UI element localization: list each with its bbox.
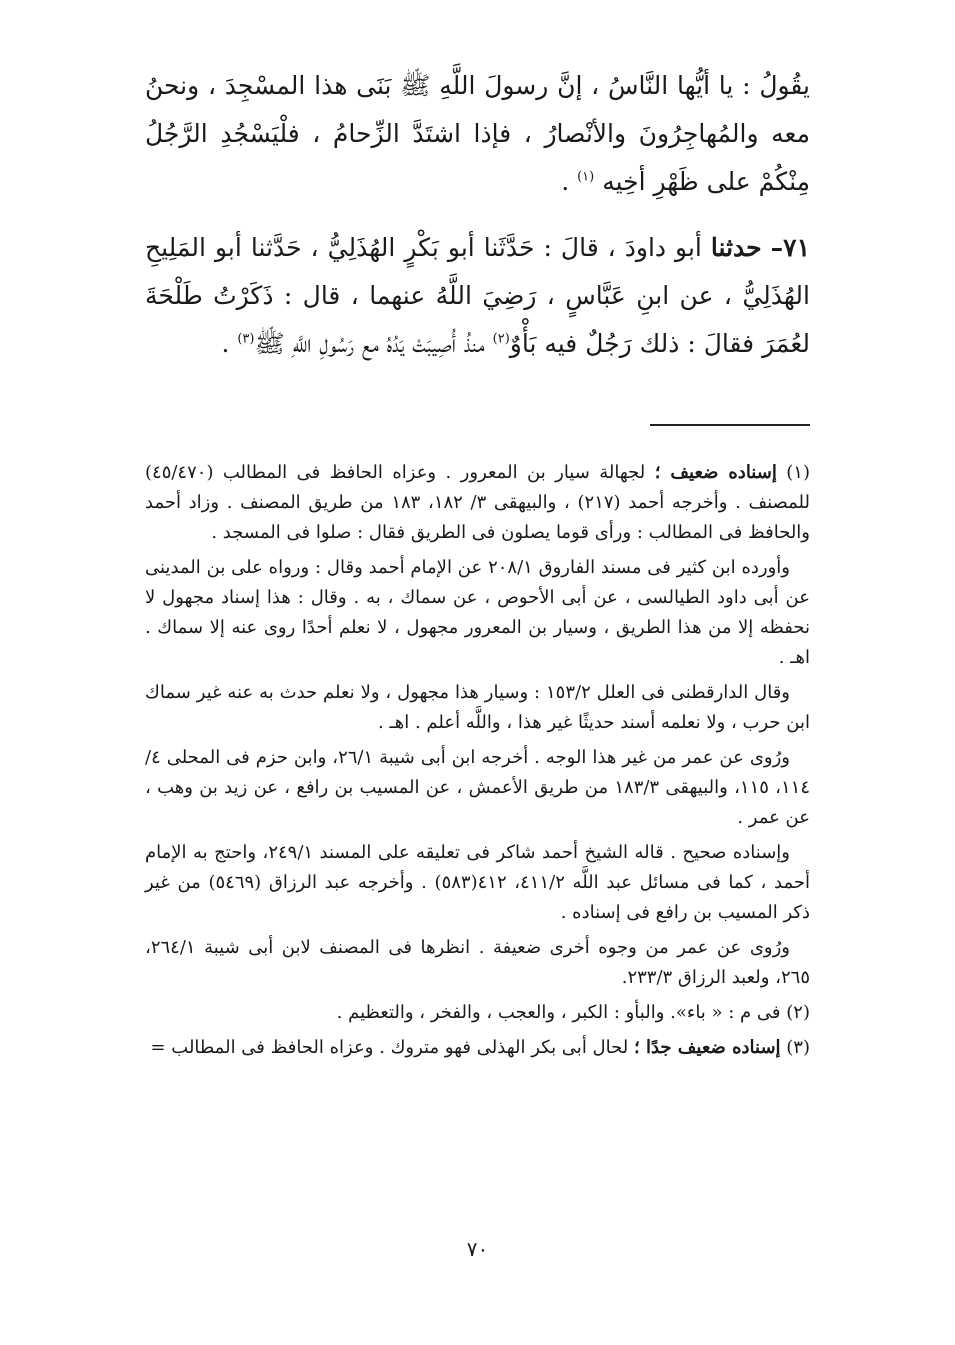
footnote-1-paragraph-2: وأورده ابن كثير فى مسند الفاروق ٢٠٨/١ عن الإمام أحمد وقال : ورواه على بن المدينى عن أبى داود الطيالسى ، عن أبى الأحوص ، عن سماك ، به . وقال : هذا إسناد مجهول لا نحفظه إلا من هذا الطريق ، وسيار بن المعرور مجهول ، لا نعلم أحدًا روى عنه إلا سماك . اهـ . [145, 557, 810, 668]
footnote-ref-1: (١) [577, 169, 595, 185]
page-number: ٧٠ [466, 1237, 489, 1261]
footnote-3-label: (٣) [786, 1037, 810, 1058]
hadith-71: ٧١– حدثنا أبو داودَ ، قالَ : حَدَّثَنا أبو بَكْرٍ الهُذَلِيُّ ، حَدَّثنا أبو المَلِيحِ الهُذَلِيُّ ، عن ابنِ عَبَّاسٍ ، رَضِيَ اللَّهُ عنهما ، قال : ذَكَرْتُ طَلْحَةَ لعُمَرَ فقالَ : ذلك رَجُلٌ فيه بَأْوٌ$^{(٢)}$ منذُ أُصِيبَتْ يَدُهُ مع رَسُولِ اللَّهِ ﷺ$^{(٣)}$ . [145, 233, 811, 358]
footnote-ref-2: (٢) [492, 331, 510, 347]
hadith-71-text-b: منذُ أُصِيبَتْ يَدُهُ مع رَسُولِ اللَّهِ ﷺ [254, 329, 485, 358]
footnote-1 [145, 458, 810, 548]
hadith-number: ٧١– [770, 233, 811, 262]
main-text [145, 62, 810, 368]
footnote-2 [145, 998, 810, 1028]
footnote-3 [145, 1033, 810, 1063]
hadith-opening: حدثنا [710, 233, 762, 262]
footnote-1-paragraph-3: وقال الدارقطنى فى العلل ١٥٣/٢ : وسيار هذا مجهول ، ولا نعلم حدث به عنه غير سماك ابن حرب ، ولا نعلمه أسند حديثًا غير هذا ، واللَّه أعلم . اهـ . [145, 682, 810, 733]
footnote-1-label: (١) [786, 462, 810, 483]
hadith-71-text-a: أبو داودَ ، قالَ : حَدَّثَنا أبو بَكْرٍ الهُذَلِيُّ ، حَدَّثنا أبو المَلِيحِ الهُذَلِيُّ ، عن ابنِ عَبَّاسٍ ، رَضِيَ اللَّهُ عنهما ، قال : ذَكَرْتُ طَلْحَةَ لعُمَرَ فقالَ : ذلك رَجُلٌ فيه بَأْوٌ [145, 233, 810, 358]
footnote-2-text: فى م : « باء». والبأو : الكبر ، والعجب ، والفخر ، والتعظيم . [336, 1002, 781, 1023]
footnote-3-text: لحال أبى بكر الهذلى فهو متروك . وعزاه الحافظ فى المطالب = [150, 1037, 629, 1058]
hadith-70-text: يقُولُ : يا أيُّها النَّاسُ ، إنَّ رسولَ اللَّهِ ﷺ بَنَى هذا المسْجِدَ ، ونحنُ معه والمُهاجِرُونَ والأنْصارُ ، فإذا اشتَدَّ الزِّحامُ ، فلْيَسْجُدِ الرَّجُلُ مِنْكُمْ على ظَهْرِ أخِيه [145, 71, 810, 196]
hadith-70-continuation: يقُولُ : يا أيُّها النَّاسُ ، إنَّ رسولَ اللَّهِ ﷺ بَنَى هذا المسْجِدَ ، ونحنُ معه والمُهاجِرُونَ والأنْصارُ ، فإذا اشتَدَّ الزِّحامُ ، فلْيَسْجُدِ الرَّجُلُ مِنْكُمْ على ظَهْرِ أخِيه $^{(١)}$ . [145, 71, 810, 196]
footnote-1-paragraph-5: وإسناده صحيح . قاله الشيخ أحمد شاكر فى تعليقه على المسند ٢٤٩/١، واحتج به الإمام أحمد ، كما فى مسائل عبد اللَّه ٤١١/٢، ٤١٢(٥٨٣) . وأخرجه عبد الرزاق (٥٤٦٩) من غير ذكر المسيب بن رافع فى إسناده . [145, 842, 811, 923]
footnotes [145, 458, 810, 1068]
footnote-ref-3: (٣) [237, 331, 255, 347]
footnote-3-grade: إسناده ضعيف جدًا ؛ [633, 1037, 781, 1058]
footnote-1-paragraph-6: ورُوى عن عمر من وجوه أخرى ضعيفة . انظرها فى المصنف لابن أبى شيبة ٢٦٤/١، ٢٦٥، ولعبد الرزاق ٢٣٣/٣. [145, 937, 810, 988]
footnote-1-grade: إسناده ضعيف ؛ [654, 462, 777, 483]
footnote-2-label: (٢) [786, 1002, 810, 1023]
footnote-1-text: لجهالة سيار بن المعرور . وعزاه الحافظ فى المطالب (٤٥/٤٧٠) للمصنف . وأخرجه أحمد (٢١٧) ، والبيهقى ٣/ ١٨٢، ١٨٣ من طريق المصنف . وزاد أحمد والحافظ فى المطالب : ورأى قوما يصلون فى الطريق فقال : صلوا فى المسجد . [145, 462, 811, 543]
footnote-1-paragraph-4: ورُوى عن عمر من غير هذا الوجه . أخرجه ابن أبى شيبة ٢٦/١، وابن حزم فى المحلى ٤/ ١١٤، ١١٥، والبيهقى ١٨٣/٣ من طريق الأعمش ، عن المسيب بن رافع ، عن زيد بن وهب ، عن عمر . [145, 747, 811, 828]
footnote-divider [650, 424, 810, 426]
